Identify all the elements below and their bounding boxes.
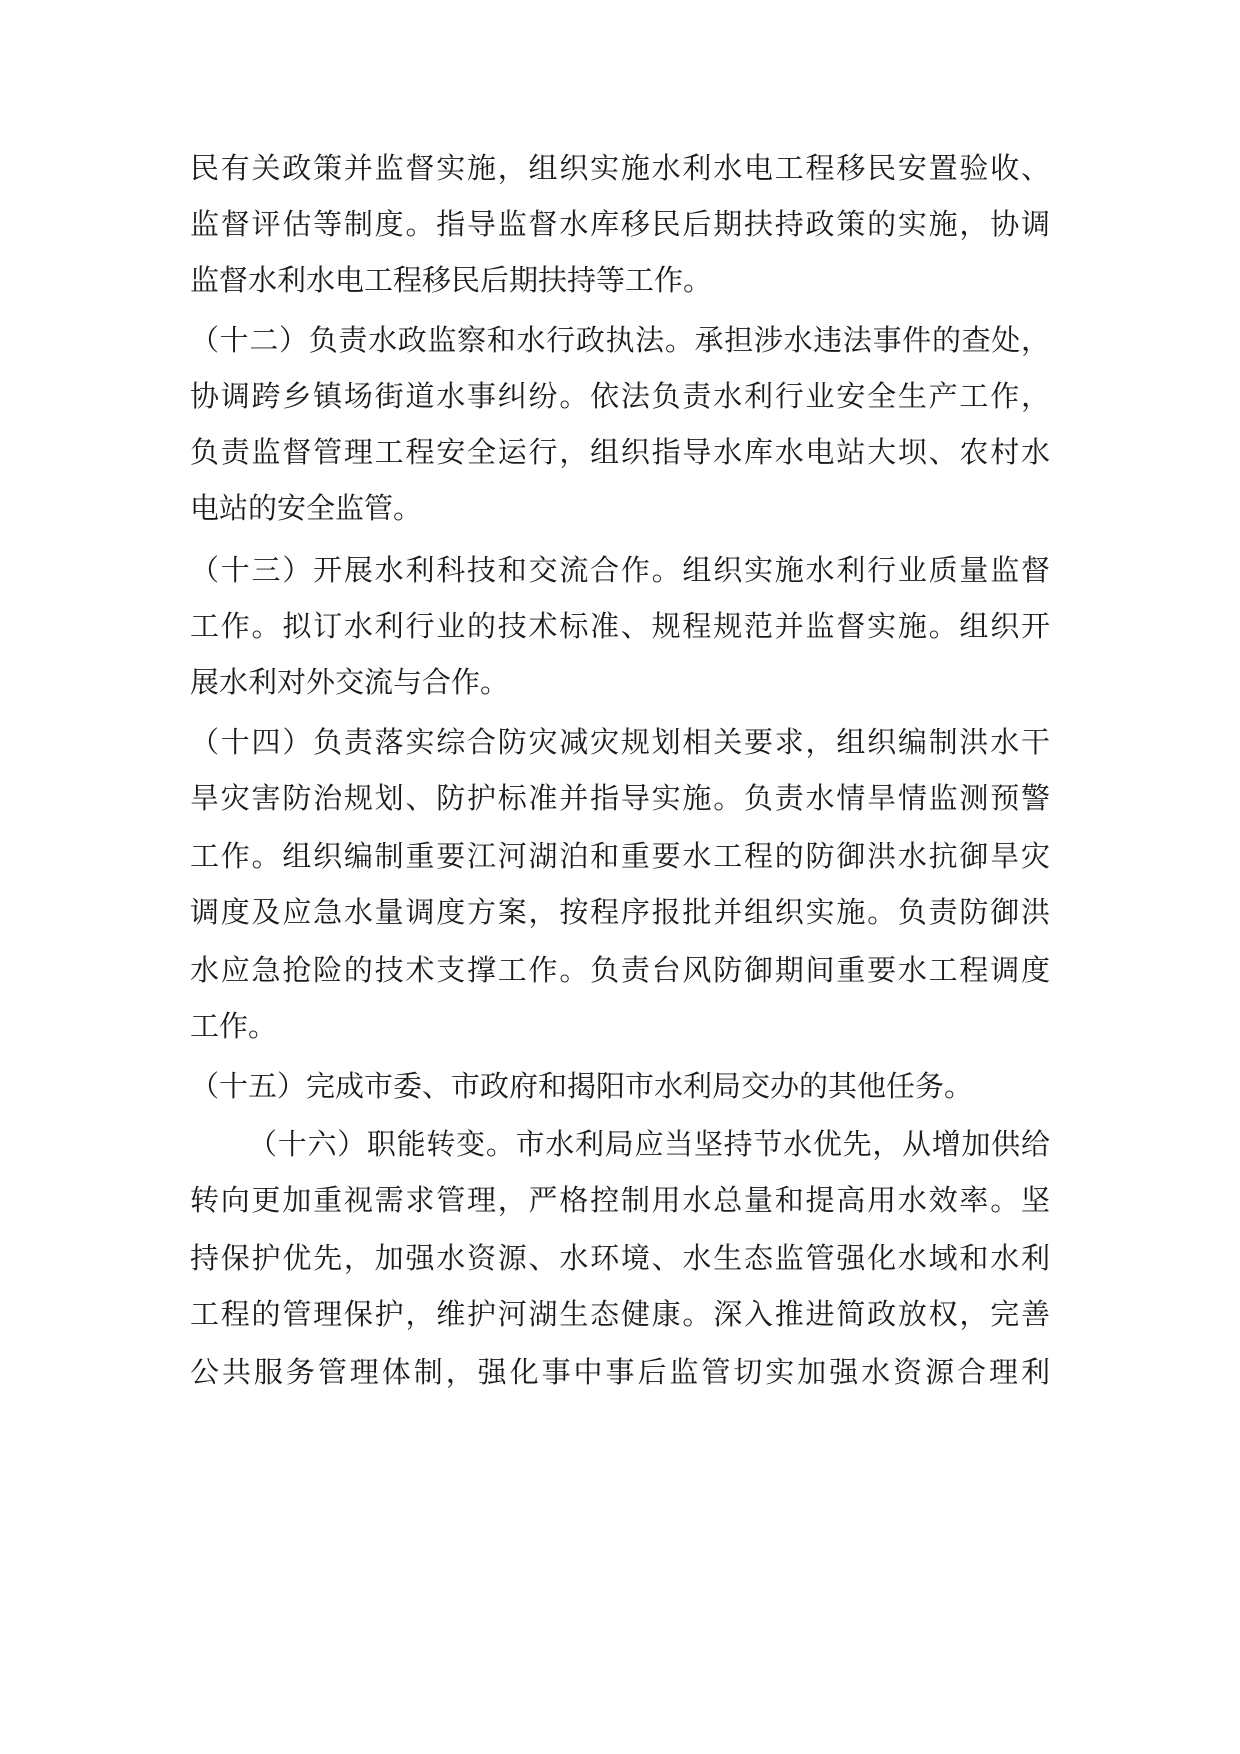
text-line: 工程的管理保护，维护河湖生态健康。深入推进简政放权，完善 <box>190 1297 1050 1331</box>
text-line: 水应急抢险的技术支撑工作。负责台风防御期间重要水工程调度 <box>190 953 1050 987</box>
text-line: （十三）开展水利科技和交流合作。组织实施水利行业质量监督 <box>190 553 1050 587</box>
text-line: 监督评估等制度。指导监督水库移民后期扶持政策的实施，协调 <box>190 207 1050 241</box>
text-line: 协调跨乡镇场街道水事纠纷。依法负责水利行业安全生产工作， <box>190 379 1050 413</box>
text-line: 民有关政策并监督实施，组织实施水利水电工程移民安置验收、 <box>190 151 1050 185</box>
text-line: 公共服务管理体制，强化事中事后监管切实加强水资源合理利 <box>190 1355 1050 1389</box>
text-line: （十二）负责水政监察和水行政执法。承担涉水违法事件的查处， <box>190 323 1050 357</box>
text-line: 工作。拟订水利行业的技术标准、规程规范并监督实施。组织开 <box>190 609 1050 643</box>
text-line: 调度及应急水量调度方案，按程序报批并组织实施。负责防御洪 <box>190 895 1050 929</box>
text-line: 监督水利水电工程移民后期扶持等工作。 <box>190 263 713 297</box>
text-line: 负责监督管理工程安全运行，组织指导水库水电站大坝、农村水 <box>190 435 1050 469</box>
text-line: 持保护优先，加强水资源、水环境、水生态监管强化水域和水利 <box>190 1241 1050 1275</box>
text-line: 旱灾害防治规划、防护标准并指导实施。负责水情旱情监测预警 <box>190 781 1050 815</box>
text-line: 展水利对外交流与合作。 <box>190 665 510 699</box>
text-line: （十四）负责落实综合防灾减灾规划相关要求，组织编制洪水干 <box>190 725 1050 759</box>
text-line: 转向更加重视需求管理，严格控制用水总量和提高用水效率。坚 <box>190 1183 1050 1217</box>
text-line: 工作。组织编制重要江河湖泊和重要水工程的防御洪水抗御旱灾 <box>190 839 1050 873</box>
text-line: 工作。 <box>190 1009 278 1043</box>
text-line: （十六）职能转变。市水利局应当坚持节水优先，从增加供给 <box>248 1127 1050 1161</box>
text-line: （十五）完成市委、市政府和揭阳市水利局交办的其他任务。 <box>190 1069 974 1103</box>
text-line: 电站的安全监管。 <box>190 491 423 525</box>
